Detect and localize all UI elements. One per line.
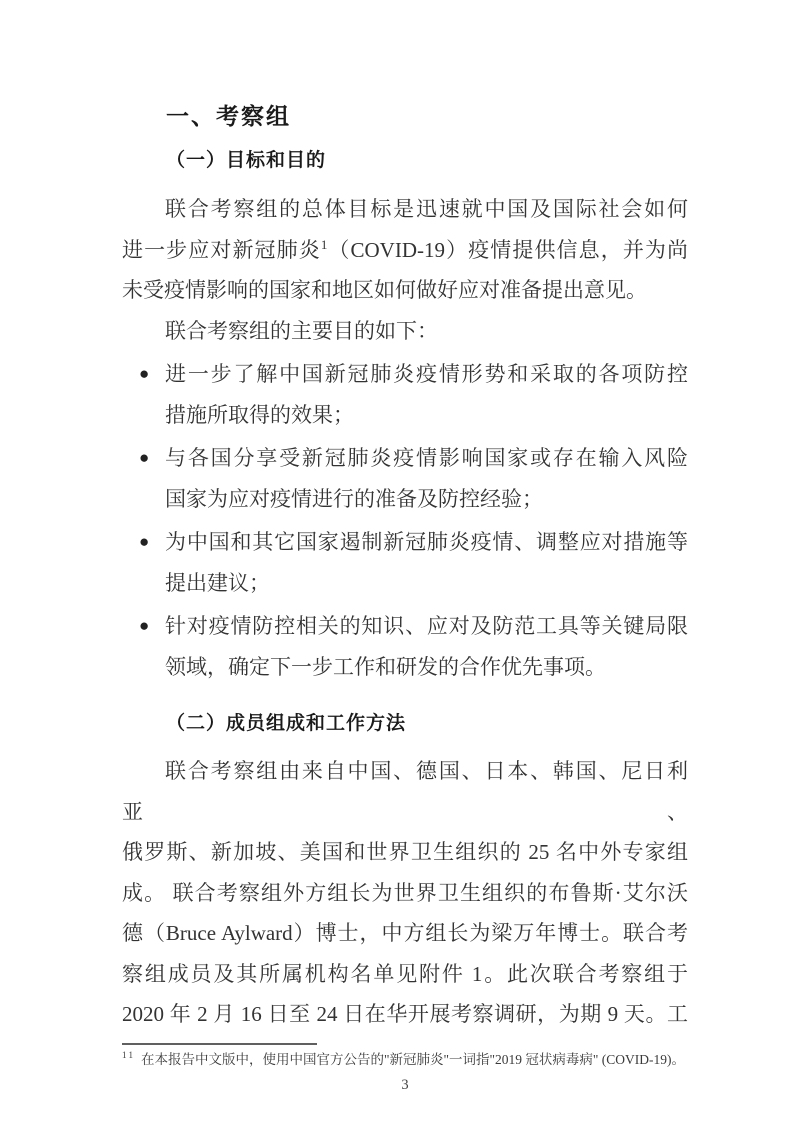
footnote — [122, 1050, 688, 1070]
subsection-heading-members: （二）成员组成和工作方法 — [166, 713, 407, 734]
list-item — [122, 522, 688, 603]
bullet-icon: ● — [139, 364, 150, 383]
page-number: 3 — [401, 1076, 409, 1093]
text-segment: （COVID-19）疫情提供信息，并为尚 — [327, 237, 688, 262]
text-segment: 进一步应对新冠肺炎 — [122, 237, 321, 262]
footnote-marker: 1 — [128, 1050, 133, 1060]
section-heading: 一、考察组 — [166, 104, 291, 129]
subsection-heading-goals: （一）目标和目的 — [166, 150, 327, 171]
text-line: 俄罗斯、新加坡、美国和世界卫生组织的 25 名中外专家组 — [122, 840, 688, 864]
list-item — [122, 354, 688, 435]
paragraph-objective — [122, 189, 688, 311]
text-line: 措施所取得的效果； — [165, 402, 354, 427]
text-line: 成。 联合考察组外方组长为世界卫生组织的布鲁斯·艾尔沃 — [122, 880, 688, 905]
text-line: 未受疫情影响的国家和地区如何做好应对准备提出意见。 — [122, 278, 647, 302]
text-line: 联合考察组由来自中国、德国、日本、韩国、尼日利亚、 — [122, 759, 688, 824]
footnote-reference: 1 — [320, 236, 328, 252]
text-line: 国家为应对疫情进行的准备及防控经验； — [165, 486, 543, 511]
text-line — [122, 230, 688, 271]
text-line: 联合考察组的总体目标是迅速就中国及国际社会如何 — [165, 197, 688, 221]
objective-bullet-list — [122, 354, 688, 687]
text-line: 德（Bruce Aylward）博士，中方组长为梁万年博士。联合考 — [122, 921, 688, 945]
paragraph-purpose-intro: 联合考察组的主要目的如下： — [165, 318, 438, 343]
text-line: 与各国分享受新冠肺炎疫情影响国家或存在输入风险 — [165, 446, 688, 470]
text-line: 2020 年 2 月 16 日至 24 日在华开展考察调研，为期 9 天。工 — [122, 1002, 688, 1026]
text-line: 针对疫情防控相关的知识、应对及防范工具等关键局限 — [165, 614, 688, 638]
list-item — [122, 606, 688, 687]
footnote-separator — [122, 1043, 317, 1045]
bullet-icon: ● — [139, 448, 150, 467]
list-item — [122, 438, 688, 519]
text-line: 提出建议； — [165, 570, 270, 595]
footnote-text: 在本报告中文版中，使用中国官方公告的"新冠肺炎"一词指"2019 冠状病毒病" (COVID-19)。 — [141, 1051, 686, 1067]
text-line: 进一步了解中国新冠肺炎疫情形势和采取的各项防控 — [165, 362, 688, 386]
text-line: 为中国和其它国家遏制新冠肺炎疫情、调整应对措施等 — [165, 530, 688, 554]
footnote-marker: 1 — [122, 1050, 127, 1060]
bullet-icon: ● — [139, 532, 150, 551]
paragraph-members — [122, 751, 688, 1035]
text-line: 察组成员及其所属机构名单见附件 1。此次联合考察组于 — [122, 961, 688, 986]
text-line: 领域，确定下一步工作和研发的合作优先事项。 — [165, 654, 606, 679]
bullet-icon: ● — [139, 616, 150, 635]
